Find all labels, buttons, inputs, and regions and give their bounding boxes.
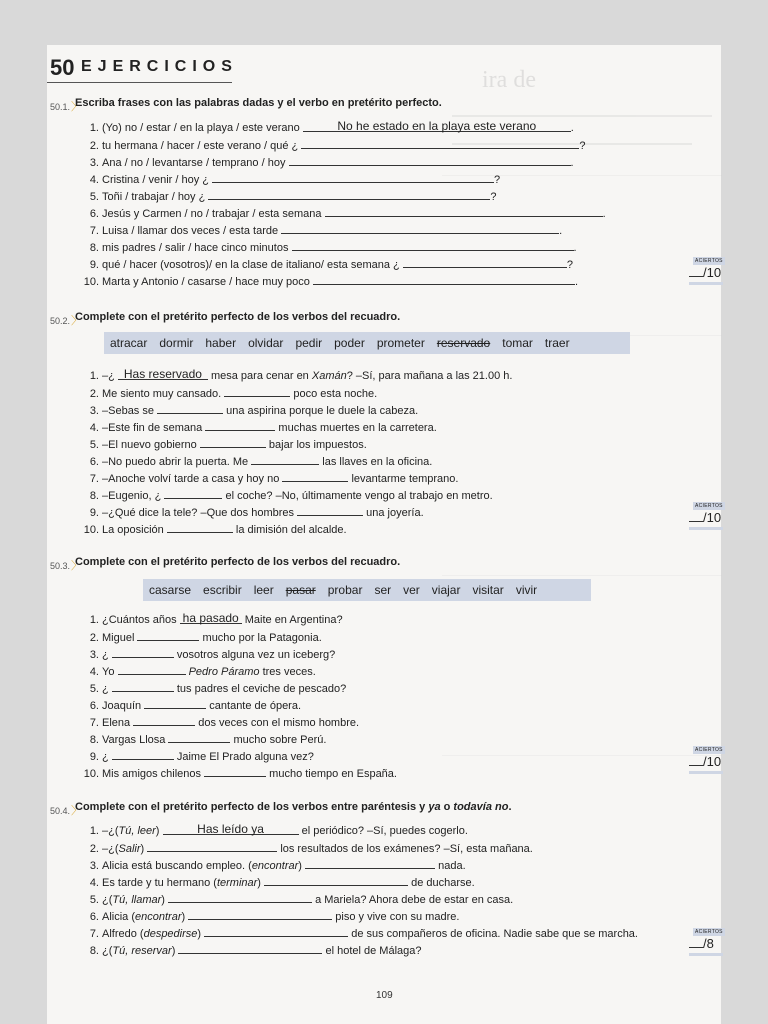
item-continuation: el periódico? –Sí, puedes cogerlo. [301,825,468,837]
item-end-punct: ? [494,174,501,186]
item-prompt: Mis amigos chilenos [102,768,202,780]
answer-blank[interactable] [292,238,574,251]
score-box [689,502,723,532]
answer-blank[interactable] [297,503,363,516]
answer-blank[interactable] [168,890,312,903]
item-number: 4. [89,422,99,434]
item-prompt-close: ) [161,894,165,906]
item-prompt: –Sebas se [102,405,154,417]
exercise-item [83,136,643,153]
verb-word: dormir [159,336,194,350]
item-number: 6. [89,208,99,220]
answer-blank[interactable] [282,469,348,482]
item-prompt: ¿Cuántos años [102,614,177,626]
verb-word: pasar [285,583,316,597]
score-box [689,257,723,287]
item-prompt: Miguel [102,632,135,644]
item-prompt: Marta y Antonio / casarse / hace muy poco [102,276,310,288]
item-continuation: Jaime El Prado alguna vez? [176,751,314,763]
handwritten-answer: ha pasado [182,611,239,625]
answer-blank[interactable] [168,730,230,743]
item-number: 2. [89,140,99,152]
item-prompt: –Anoche volví tarde a casa y hoy no [102,473,280,485]
bleed-through-rule [442,575,722,576]
item-number: 4. [89,174,99,186]
answer-blank[interactable] [212,170,494,183]
item-number: 10. [83,524,99,536]
exercise-item [83,907,643,924]
item-prompt: Yo [102,666,115,678]
item-prompt: ¿( [102,894,113,906]
exercise-item [83,187,643,204]
item-prompt: –Eugenio, ¿ [102,490,162,502]
exercise-number: 50.4. 〉 [50,802,82,818]
item-number: 8. [89,734,99,746]
score-blank[interactable] [689,937,703,948]
answer-blank[interactable] [118,367,208,380]
item-prompt: –¿( [102,843,119,855]
item-prompt-close: ) [181,911,186,923]
exercise-item [83,221,643,238]
workbook-page [47,45,721,1024]
verb-word: ser [374,583,392,597]
answer-blank[interactable] [200,435,266,448]
item-prompt: Toñi / trabajar / hoy ¿ [102,191,206,203]
answer-blank[interactable] [305,856,435,869]
item-prompt: –Este fin de semana [102,422,203,434]
item-number: 3. [89,649,99,661]
score-total: /8 [703,936,714,951]
verb-word: leer [253,583,274,597]
exercise-item [83,645,643,662]
item-continuation: tus padres el ceviche de pescado? [176,683,347,695]
item-number: 5. [89,683,99,695]
item-continuation: bajar los impuestos. [268,439,367,451]
item-prompt: Cristina / venir / hoy ¿ [102,174,209,186]
exercise-item [83,401,643,418]
item-prompt-verb: despedirse [143,928,198,940]
item-continuation: mucho por la Patagonia. [202,632,322,644]
handwritten-answer: No he estado en la playa este verano [337,119,537,133]
exercise-instruction: Escriba frases con las palabras dadas y el verbo en pretérito perfecto. [75,97,442,109]
item-continuation: dos veces con el mismo hombre. [198,717,360,729]
item-prompt: Me siento muy cansado. [102,388,222,400]
exercise-instruction: Complete con el pretérito perfecto de los verbos del recuadro. [75,311,401,323]
exercise-item [83,873,643,890]
item-number: 1. [89,825,99,837]
score-total: /10 [703,510,722,525]
exercise-item [83,486,643,503]
exercise-item [83,367,643,384]
item-prompt: (Yo) no / estar / en la playa / este verano [102,122,300,134]
item-prompt-verb: Salir [118,843,141,855]
score-label: ACIERTOS [695,747,723,753]
item-number: 8. [89,242,99,254]
item-prompt-close: ) [257,877,261,889]
exercise-instruction: Complete con el pretérito perfecto de los verbos del recuadro. [75,556,401,568]
item-italic-title: Pedro Páramo [188,666,260,678]
item-continuation-2: tres veces. [259,666,316,678]
item-continuation: muchas muertes en la carretera. [278,422,437,434]
item-continuation: la dimisión del alcalde. [235,524,347,536]
item-prompt: –No puedo abrir la puerta. Me [102,456,249,468]
bleed-through-line [452,115,712,117]
exercise-item [83,662,643,679]
item-continuation: de ducharse. [411,877,475,889]
exercise-item [83,384,643,401]
item-prompt: –¿Qué dice la tele? –Que dos hombres [102,507,295,519]
answer-blank[interactable] [157,401,223,414]
exercise-items [83,822,643,958]
item-continuation: cantante de ópera. [209,700,302,712]
item-continuation: una joyería. [366,507,424,519]
answer-blank[interactable] [133,713,195,726]
verb-word: escribir [203,583,242,597]
item-number: 5. [89,894,99,906]
answer-blank[interactable] [289,153,571,166]
score-total: /10 [703,265,722,280]
item-prompt: Luisa / llamar dos veces / esta tarde [102,225,279,237]
answer-blank[interactable] [167,520,233,533]
score-blank[interactable] [689,755,703,766]
answer-blank[interactable] [301,136,579,149]
item-number: 5. [89,439,99,451]
handwritten-answer: Has reservado [123,367,202,381]
answer-blank[interactable] [112,747,174,760]
exercise-item [83,520,643,537]
answer-blank[interactable] [205,418,275,431]
bleed-through-heading: ira de [482,67,536,93]
item-prompt: Joaquín [102,700,142,712]
exercise-items [83,119,643,289]
exercise-item [83,611,643,628]
exercise-item [83,924,643,941]
exercise-item [83,153,643,170]
item-prompt-verb: Tú, reservar [112,945,172,957]
item-prompt: ¿ [102,683,109,695]
verb-word: visitar [472,583,504,597]
item-prompt: La oposición [102,524,164,536]
verb-word: traer [544,336,570,350]
item-number: 3. [89,860,99,872]
item-number: 1. [89,370,99,382]
answer-blank[interactable] [164,486,222,499]
verb-word: olvidar [248,336,284,350]
item-continuation: una aspirina porque le duele la cabeza. [226,405,419,417]
item-number: 7. [89,717,99,729]
verb-word: casarse [149,583,192,597]
item-continuation: mucho sobre Perú. [233,734,327,746]
item-number: 8. [89,945,99,957]
item-number: 7. [89,225,99,237]
item-number: 9. [89,751,99,763]
item-number: 8. [89,490,99,502]
verb-word: reservado [436,336,491,350]
item-prompt: –¿( [102,825,119,837]
item-end-punct: . [559,225,563,237]
exercise-item [83,696,643,713]
item-prompt: ¿ [102,649,109,661]
item-prompt-close: ) [155,825,160,837]
item-continuation: poco esta noche. [293,388,378,400]
item-continuation: el coche? –No, últimamente vengo al trabajo en metro. [225,490,493,502]
exercise-item [83,435,643,452]
item-number: 4. [89,666,99,678]
answer-blank[interactable] [281,221,559,234]
answer-blank[interactable] [163,822,299,835]
item-number: 3. [89,405,99,417]
item-number: 6. [89,700,99,712]
item-continuation: mucho tiempo en España. [269,768,397,780]
answer-blank[interactable] [204,924,348,937]
exercise-number: 50.2. 〉 [50,312,82,328]
verb-word: vivir [515,583,538,597]
item-end-punct: . [574,276,579,288]
item-prompt-close: ) [197,928,202,940]
verb-word: viajar [431,583,461,597]
item-prompt: tu hermana / hacer / este verano / qué ¿ [102,140,299,152]
item-prompt: ¿( [102,945,113,957]
item-continuation: mesa para cenar en [210,370,312,382]
item-number: 2. [89,388,99,400]
item-italic-title: Xamán [311,370,347,382]
exercise-item [83,679,643,696]
answer-blank[interactable] [112,679,174,692]
item-prompt-verb: encontrar [251,860,299,872]
item-number: 5. [89,191,99,203]
item-number: 2. [89,843,99,855]
verb-box [104,332,630,354]
exercise-item [83,628,643,645]
exercise-number: 50.3. 〉 [50,557,82,573]
item-prompt: Ana / no / levantarse / temprano / hoy [102,157,286,169]
item-continuation: las llaves en la oficina. [322,456,433,468]
exercise-item [83,452,643,469]
exercise-item [83,856,643,873]
exercise-instruction: Complete con el pretérito perfecto de los verbos entre paréntesis y ya o todavía no. [75,801,512,813]
exercise-item [83,503,643,520]
item-end-punct: ? [566,259,573,271]
item-continuation: levantarme temprano. [351,473,459,485]
item-continuation: los resultados de los exámenes? –Sí, esta mañana. [280,843,533,855]
item-number: 10. [83,768,99,780]
exercise-item [83,747,643,764]
answer-blank[interactable] [112,645,174,658]
item-number: 7. [89,928,99,940]
score-blank[interactable] [689,511,703,522]
unit-number: 50 [50,55,75,80]
page-number: 109 [376,990,393,1001]
answer-blank[interactable] [180,611,242,624]
exercise-item [83,238,643,255]
item-number: 4. [89,877,99,889]
verb-word: ver [403,583,420,597]
item-continuation: vosotros alguna vez un iceberg? [176,649,336,661]
exercise-number: 50.1. 〉 [50,98,82,114]
item-end-punct: ? [490,191,497,203]
item-number: 6. [89,911,99,923]
item-number: 1. [89,614,99,626]
item-continuation: Maite en Argentina? [244,614,343,626]
item-prompt-close: ) [140,843,145,855]
answer-blank[interactable] [188,907,332,920]
answer-blank[interactable] [208,187,490,200]
answer-blank[interactable] [325,204,603,217]
exercise-item [83,119,643,136]
item-end-punct: . [573,242,577,254]
item-prompt-verb: encontrar [135,911,182,923]
exercise-item [83,941,643,958]
item-continuation-2: ? –Sí, para mañana a las 21.00 h. [346,370,513,382]
exercise-item [83,204,643,221]
answer-blank[interactable] [303,119,571,132]
answer-blank[interactable] [204,764,266,777]
item-prompt: Es tarde y tu hermano ( [102,877,217,889]
verb-word: probar [327,583,363,597]
exercise-item [83,272,643,289]
verb-word: prometer [376,336,425,350]
exercise-item [83,822,643,839]
item-prompt: ¿ [102,751,109,763]
item-prompt: Alfredo ( [102,928,144,940]
item-prompt: Elena [102,717,131,729]
item-prompt-close: ) [171,945,176,957]
item-end-punct: . [602,208,606,220]
verb-word: haber [205,336,237,350]
exercise-item [83,418,643,435]
verb-box [143,579,591,601]
item-prompt: Vargas Llosa [102,734,166,746]
item-prompt-verb: Tú, llamar [112,894,162,906]
item-prompt: –El nuevo gobierno [102,439,197,451]
item-continuation: de sus compañeros de oficina. Nadie sabe que se marcha. [351,928,638,940]
item-number: 7. [89,473,99,485]
answer-blank[interactable] [403,255,567,268]
score-blank[interactable] [689,266,703,277]
exercise-item [83,170,643,187]
item-continuation: el hotel de Málaga? [325,945,422,957]
answer-blank[interactable] [264,873,408,886]
item-number: 10. [83,276,99,288]
item-end-punct: ? [579,140,586,152]
page-title: EJERCICIOS [81,58,238,75]
answer-blank[interactable] [251,452,319,465]
item-prompt: mis padres / salir / hace cinco minutos [102,242,289,254]
verb-word: tomar [502,336,533,350]
score-label: ACIERTOS [695,503,723,509]
answer-blank[interactable] [147,839,277,852]
score-total: /10 [703,754,722,769]
score-label: ACIERTOS [695,929,723,935]
answer-blank[interactable] [137,628,199,641]
item-prompt: –¿ [102,370,115,382]
item-number: 9. [89,507,99,519]
answer-blank[interactable] [224,384,290,397]
item-continuation: nada. [438,860,466,872]
item-end-punct: . [570,157,574,169]
item-prompt: Alicia ( [102,911,136,923]
exercise-item [83,839,643,856]
exercise-item [83,255,643,272]
verb-word: poder [334,336,365,350]
item-prompt-close: ) [298,860,302,872]
exercise-item [83,890,643,907]
item-continuation: a Mariela? Ahora debe de estar en casa. [315,894,514,906]
score-box [689,746,723,776]
score-box [689,928,723,958]
answer-blank[interactable] [313,272,575,285]
item-number: 2. [89,632,99,644]
title-underline [47,82,232,83]
handwritten-answer: Has leído ya [197,822,264,836]
item-prompt-verb: terminar [216,877,258,889]
exercise-item [83,713,643,730]
verb-word: atracar [110,336,148,350]
item-prompt: qué / hacer (vosotros)/ en la clase de italiano/ esta semana ¿ [102,259,400,271]
item-number: 3. [89,157,99,169]
answer-blank[interactable] [144,696,206,709]
item-continuation: piso y vive con su madre. [335,911,460,923]
item-number: 9. [89,259,99,271]
item-prompt: Alicia está buscando empleo. ( [102,860,252,872]
exercise-item [83,730,643,747]
score-label: ACIERTOS [695,258,723,264]
exercise-item [83,469,643,486]
verb-word: pedir [295,336,323,350]
item-number: 1. [89,122,99,134]
exercise-items [83,367,643,537]
item-number: 6. [89,456,99,468]
answer-blank[interactable] [178,941,322,954]
exercise-items [83,611,643,781]
item-prompt: Jesús y Carmen / no / trabajar / esta semana [102,208,322,220]
item-end-punct: . [570,122,574,134]
exercise-item [83,764,643,781]
answer-blank[interactable] [118,662,186,675]
item-prompt-verb: Tú, leer [118,825,156,837]
